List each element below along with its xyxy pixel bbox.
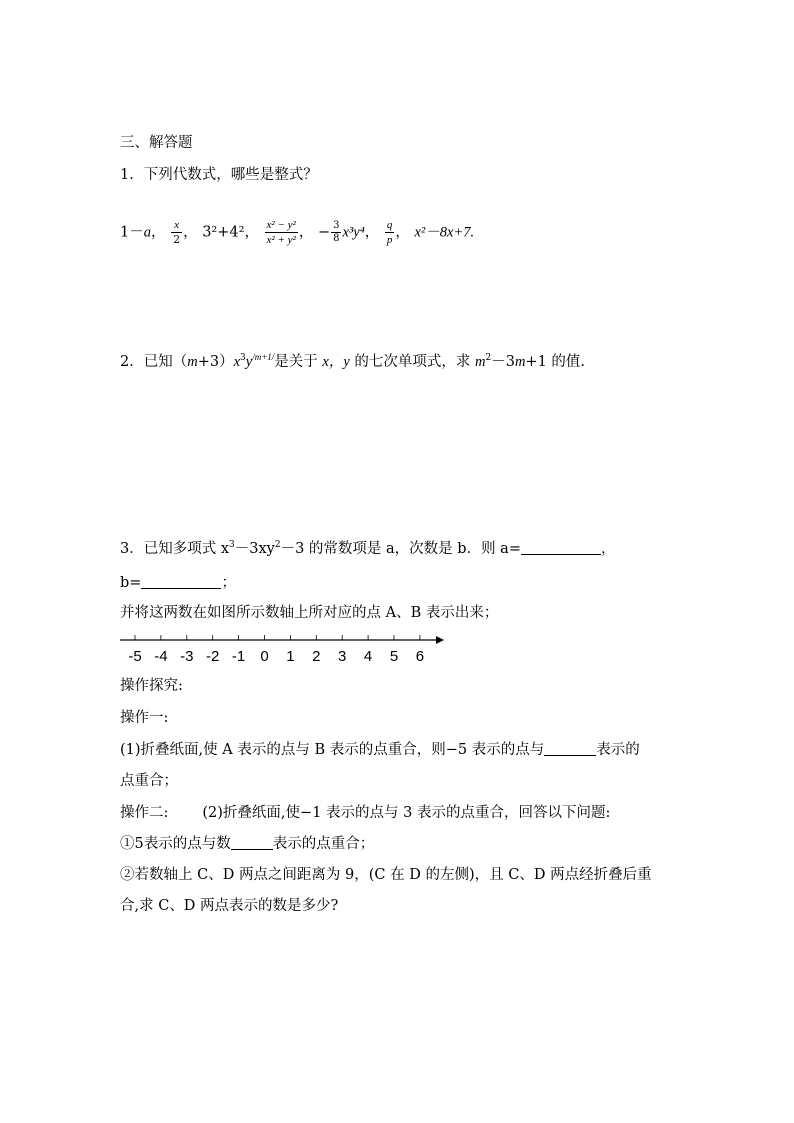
op1-text-a: (1)折叠纸面,使 A 表示的点与 B 表示的点重合，则−5 表示的点与 [120, 742, 545, 758]
section-title: 三、解答题 [120, 135, 193, 151]
number-line [118, 630, 448, 666]
expr-2-fraction [171, 218, 182, 247]
operation-1-text-cont: 点重合； [120, 773, 178, 789]
number-line-tick-label: 2 [312, 648, 321, 665]
q2-x: x [233, 354, 241, 370]
operation-1-text [120, 739, 640, 760]
question-3-line-1 [120, 538, 615, 559]
expr-5-fraction [331, 220, 341, 245]
q3-text-a: 3．已知多项式 x [120, 541, 230, 557]
answer-blank-b[interactable] [141, 572, 221, 589]
number-line-tick-label: 4 [363, 648, 373, 665]
separator: ， [244, 224, 259, 241]
q3-text-c: －3 的常数项是 a，次数是 b．则 a= [280, 541, 521, 557]
number-line-arrow-icon [436, 636, 444, 644]
sub-question-1 [120, 833, 374, 854]
q2-m3: m [514, 354, 526, 370]
separator: ， [364, 224, 380, 241]
sub1-text-a: ①5表示的点与数 [120, 836, 231, 852]
number-line-tick-label: 6 [415, 648, 425, 665]
q2-suffix1: 的七次单项式，求 [349, 354, 475, 370]
q3-exp2: 2 [274, 540, 281, 550]
number-line-tick-label: -5 [128, 648, 142, 665]
operation-2-text: (2)折叠纸面,使−1 表示的点与 3 表示的点重合，回答以下问题: [202, 805, 611, 821]
number-line-tick-label: 0 [260, 648, 269, 665]
expr-2-numerator: x [171, 218, 182, 233]
separator: ， [150, 224, 166, 241]
q3-line2-end: ； [221, 575, 236, 591]
sub1-text-b: 表示的点重合； [272, 836, 375, 852]
number-line-tick-label: 1 [286, 648, 295, 665]
number-line-tick-label: 3 [338, 648, 347, 665]
q3-text-b: －3xy [234, 541, 275, 557]
operation-1-heading: 操作一: [120, 710, 169, 726]
expr-4-numerator: x² − y² [266, 219, 296, 231]
answer-blank-op1[interactable] [544, 739, 596, 756]
expr-1-const: 1－ [120, 224, 144, 241]
operation-2-heading: 操作二: [120, 805, 169, 821]
sub-question-2-line-1: ②若数轴上 C、D 两点之间距离为 9，(C 在 D 的左侧)，且 C、D 两点经折叠后重 [120, 867, 652, 883]
operation-2-line [120, 803, 610, 823]
separator: ， [298, 224, 314, 241]
q3-line1-end: ， [600, 541, 616, 557]
expr-4-fraction [265, 218, 298, 247]
q2-abs-exponent: /m+1/ [252, 352, 275, 362]
q2-m: m [187, 354, 198, 370]
q2-m2: m [474, 354, 486, 370]
q2-minus: －3 [491, 354, 515, 370]
q2-mid: 是关于 [274, 354, 323, 370]
number-line-tick-label: -3 [180, 648, 194, 665]
number-line-tick-label: -1 [231, 648, 246, 665]
q2-y: y [245, 354, 253, 370]
q2-exp2: 2 [485, 353, 492, 363]
expr-5-numerator: 3 [333, 220, 340, 231]
answer-blank-sub1[interactable] [231, 833, 273, 850]
q3-exp3: 3 [229, 540, 235, 550]
op1-text-b: 表示的 [596, 742, 640, 758]
question-3-line-3: 并将这两数在如图所示数轴上所对应的点 A、B 表示出来； [120, 605, 499, 621]
separator: ， [395, 224, 410, 241]
expr-2-denominator: 2 [173, 233, 181, 246]
question-1-expressions [120, 218, 474, 247]
operation-explore-heading: 操作探究: [120, 678, 183, 694]
q2-xy: x，y [322, 354, 350, 370]
expr-6-numerator: q [386, 219, 393, 231]
q2-prefix: 2．已知（ [120, 354, 188, 370]
question-3-line-2 [120, 572, 236, 593]
expr-5-sign: − [317, 224, 331, 241]
expr-7: x²－8x+7. [414, 224, 475, 241]
number-line-tick-label: -4 [154, 648, 168, 665]
q3-b-label: b= [120, 575, 142, 591]
separator: ， [183, 224, 198, 241]
q2-suffix2: +1 的值. [525, 354, 586, 370]
q2-plus3: +3） [197, 354, 234, 370]
expr-6-denominator: p [386, 234, 393, 246]
number-line-tick-label: 5 [389, 648, 399, 665]
q2-exp3: 3 [240, 353, 246, 363]
expr-6-fraction [385, 218, 395, 247]
question-1-prompt: 1．下列代数式，哪些是整式？ [120, 167, 318, 183]
sub-question-2-line-2: 合,求 C、D 两点表示的数是多少? [120, 898, 339, 914]
answer-blank-a[interactable] [521, 538, 601, 555]
question-2 [120, 352, 585, 372]
expr-1-var: a [143, 224, 151, 241]
expr-5-denominator: 8 [333, 233, 340, 244]
number-line-tick-label: -2 [206, 648, 220, 665]
expr-5-tail: x³y⁴ [342, 224, 365, 241]
expr-4-denominator: x² + y² [266, 234, 296, 246]
expr-3: 3²+4² [202, 224, 245, 241]
